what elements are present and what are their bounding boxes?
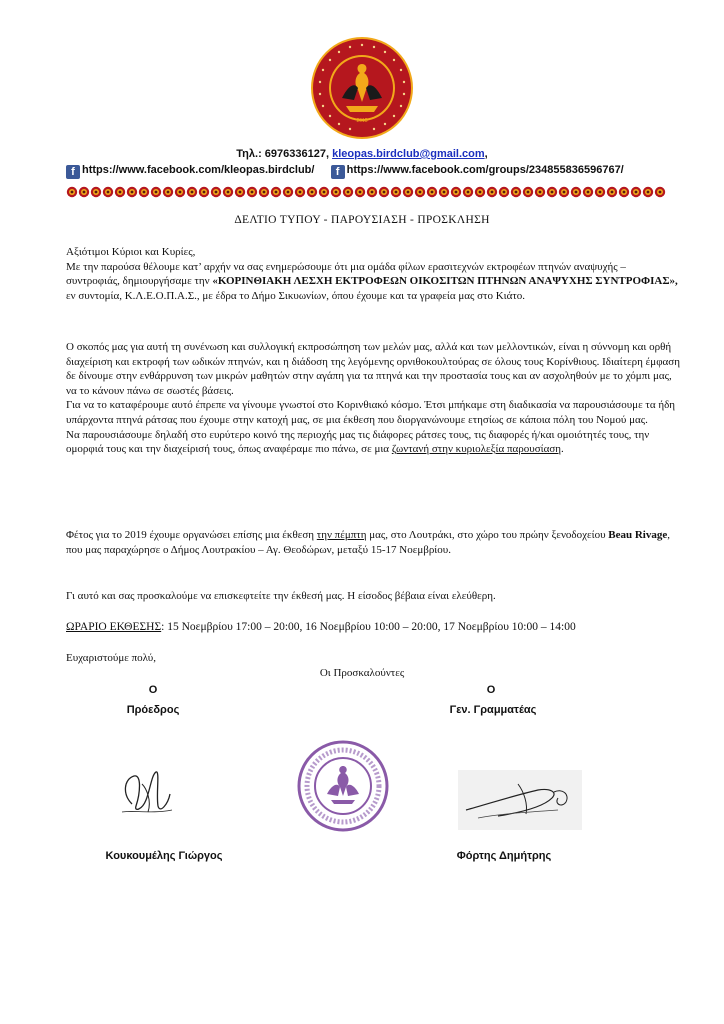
paragraph-intro: Με την παρούσα θέλουμε κατ’ αρχήν να σας ενημερώσουμε ότι μια ομάδα φίλων ερασιτεχνών εκτροφέων πτηνών αναψυχής – συντροφιάς, δημιουργήσαμε την «ΚΟΡΙΝΘΙΑΚΗ ΛΕΣΧΗ ΕΚΤΡΟΦΕΩΝ ΟΙΚΟΣΙΤΩΝ ΠΤΗΝΩΝ ΑΝΑΨΥΧΗΣ ΣΥΝΤΡΟΦΙΑΣ», εν συντομία, Κ.Λ.Ε.Ο.Π.Α.Σ., με έδρα το Δήμο Σικυωνίων, όπου έχουμε και τα γραφεία μας στο Κιάτο. bbox=[66, 260, 678, 302]
club-name: «ΚΟΡΙΝΘΙΑΚΗ ΛΕΣΧΗ ΕΚΤΡΟΦΕΩΝ ΟΙΚΟΣΙΤΩΝ ΠΤΗΝΩΝ ΑΝΑΨΥΧΗΣ ΣΥΝΤΡΟΦΙΑΣ», bbox=[212, 275, 678, 288]
email-link[interactable]: kleopas.birdclub@gmail.com bbox=[332, 148, 485, 160]
page-title: ΔΕΛΤΙΟ ΤΥΠΟΥ - ΠΑΡΟΥΣΙΑΣΗ - ΠΡΟΣΚΛΗΣΗ bbox=[234, 214, 490, 226]
bird-emblem-icon bbox=[571, 187, 581, 197]
bird-emblem-icon bbox=[583, 187, 593, 197]
facebook-link-2[interactable]: https://www.facebook.com/groups/234855836596767/ bbox=[346, 164, 624, 176]
facebook-icon: f bbox=[66, 165, 80, 179]
bird-emblem-icon bbox=[535, 187, 545, 197]
bird-emblem-icon bbox=[259, 187, 269, 197]
bird-emblem-icon bbox=[127, 187, 137, 197]
bird-emblem-icon bbox=[199, 187, 209, 197]
bird-emblem-icon bbox=[547, 187, 557, 197]
bird-emblem-icon bbox=[487, 187, 497, 197]
bird-emblem-icon bbox=[655, 187, 665, 197]
bird-emblem-icon bbox=[235, 187, 245, 197]
bird-emblem-icon bbox=[475, 187, 485, 197]
club-stamp-icon bbox=[297, 740, 389, 832]
paragraph-exhibition: Για να το καταφέρουμε αυτό έπρεπε να γίνουμε γνωστοί στο Κορινθιακό κόσμο. Έτσι μπήκαμε στη διαδικασία να παρουσιάσουμε τα ήδη υπάρχοντα πτηνά ράτσας που έχουμε στην κατοχή μας, σε μια έκθεση που διοργανώνουμε ετησίως σε κάποια πόλη του Νομού μας. bbox=[66, 399, 676, 426]
paragraph-purpose-block bbox=[66, 340, 680, 457]
bird-emblem-icon bbox=[151, 187, 161, 197]
paragraph-2019: Φέτος για το 2019 έχουμε οργανώσει επίσης μια έκθεση την πέμπτη μας, στο Λουτράκι, στο χώρο του πρώην ξενοδοχείου Beau Rivage, που μας παραχώρησε ο Δήμος Λουτρακίου – Αγ. Θεοδώρων, μεταξύ 15-17 Νοεμβρίου. bbox=[66, 529, 671, 556]
contact-line bbox=[0, 148, 724, 160]
president-signature bbox=[112, 754, 182, 824]
bird-emblem-icon bbox=[223, 187, 233, 197]
bird-emblem-icon bbox=[415, 187, 425, 197]
bird-emblem-icon bbox=[643, 187, 653, 197]
greeting: Αξιότιμοι Κύριοι και Κυρίες, bbox=[66, 246, 196, 258]
bird-emblem-icon bbox=[91, 187, 101, 197]
exhibition-hours bbox=[66, 620, 680, 635]
club-seal-logo bbox=[310, 36, 414, 140]
bird-emblem-icon bbox=[427, 187, 437, 197]
bird-emblem-icon bbox=[271, 187, 281, 197]
secretary-signature bbox=[458, 770, 582, 830]
email-suffix: , bbox=[484, 148, 488, 160]
bird-emblem-icon bbox=[607, 187, 617, 197]
bird-emblem-icon bbox=[595, 187, 605, 197]
bird-emblem-icon bbox=[559, 187, 569, 197]
bird-emblem-divider bbox=[66, 186, 666, 198]
bird-emblem-icon bbox=[187, 187, 197, 197]
bird-emblem-icon bbox=[439, 187, 449, 197]
hotel-name: Beau Rivage bbox=[608, 529, 668, 541]
bird-emblem-icon bbox=[343, 187, 353, 197]
right-article: Ο bbox=[486, 684, 496, 696]
bird-emblem-icon bbox=[79, 187, 89, 197]
logo-year: 2015 bbox=[356, 118, 368, 124]
bird-emblem-icon bbox=[511, 187, 521, 197]
fifth-exhibition: την πέμπτη bbox=[316, 529, 367, 541]
left-role: Πρόεδρος bbox=[126, 704, 180, 716]
bird-emblem-icon bbox=[115, 187, 125, 197]
president-name: Κουκουμέλης Γιώργος bbox=[105, 850, 223, 862]
bird-emblem-icon bbox=[283, 187, 293, 197]
thanks: Ευχαριστούμε πολύ, bbox=[66, 652, 156, 664]
bird-emblem-icon bbox=[247, 187, 257, 197]
bird-emblem-icon bbox=[523, 187, 533, 197]
hours-label: ΩΡΑΡΙΟ ΕΚΘΕΣΗΣ bbox=[66, 621, 162, 633]
bird-emblem-icon bbox=[307, 187, 317, 197]
inviters-label: Οι Προσκαλούντες bbox=[319, 667, 405, 679]
facebook-link-1[interactable]: https://www.facebook.com/kleopas.birdclub/ bbox=[82, 164, 315, 176]
secretary-name: Φόρτης Δημήτρης bbox=[456, 850, 552, 862]
bird-emblem-icon bbox=[103, 187, 113, 197]
bird-emblem-icon bbox=[451, 187, 461, 197]
phone-label: Τηλ.: 6976336127, bbox=[236, 148, 333, 160]
bird-emblem-icon bbox=[175, 187, 185, 197]
bird-emblem-icon bbox=[67, 187, 77, 197]
bird-emblem-icon bbox=[295, 187, 305, 197]
bird-emblem-icon bbox=[319, 187, 329, 197]
bird-emblem-icon bbox=[619, 187, 629, 197]
right-role: Γεν. Γραμματέας bbox=[449, 704, 537, 716]
bird-emblem-icon bbox=[463, 187, 473, 197]
paragraph-presentation: Να παρουσιάσουμε δηλαδή στο ευρύτερο κοινό της περιοχής μας τις διάφορες ράτσες τους, τις διαφορές ή/και ομοιότητές τους, την ομορφιά τους και την διαχείρισή τους, όπως αναφέραμε πιο πάνω, σε μια ζωντανή στην κυριολεξία παρουσίαση. bbox=[66, 428, 650, 456]
hours-value: : 15 Νοεμβρίου 17:00 – 20:00, 16 Νοεμβρίου 10:00 – 20:00, 17 Νοεμβρίου 10:00 – 14:00 bbox=[161, 621, 576, 633]
facebook-icon: f bbox=[331, 165, 345, 179]
bird-emblem-icon bbox=[367, 187, 377, 197]
bird-emblem-icon bbox=[139, 187, 149, 197]
bird-emblem-icon bbox=[331, 187, 341, 197]
bird-emblem-icon bbox=[379, 187, 389, 197]
bird-emblem-icon bbox=[499, 187, 509, 197]
bird-emblem-icon bbox=[403, 187, 413, 197]
bird-emblem-icon bbox=[391, 187, 401, 197]
paragraph-invitation: Γι αυτό και σας προσκαλούμε να επισκεφτείτε την έκθεσή μας. Η είσοδος βέβαια είναι ελεύθερη. bbox=[66, 590, 496, 602]
bird-emblem-icon bbox=[211, 187, 221, 197]
facebook-links-row bbox=[66, 164, 666, 182]
bird-emblem-icon bbox=[355, 187, 365, 197]
left-article: Ο bbox=[148, 684, 158, 696]
body-text bbox=[66, 245, 680, 303]
paragraph-purpose: Ο σκοπός μας για αυτή τη συνένωση και συλλογική εκπροσώπηση των μελών μας, αλλά και των μελλοντικών, είναι η σύννομη και ορθή διαχείριση και εκτροφή των ωδικών πτηνών, και η διάδοση της λεγόμενης ορνιθοκουλτούρας σε όλους τους Κορίνθιους. Ιδιαίτερη έμφαση δε δίνουμε στην ενθάρρυνση των μικρών μαθητών στην αγάπη για τα πτηνά και την προστασία τους και αν ασχοληθούν με το χόμπι μας, να το κάνουν πάνω σε σωστές βάσεις. bbox=[66, 341, 680, 397]
bird-emblem-icon bbox=[163, 187, 173, 197]
underlined-phrase: ζωντανή στην κυριολεξία παρουσίαση bbox=[391, 443, 562, 456]
bird-emblem-icon bbox=[631, 187, 641, 197]
